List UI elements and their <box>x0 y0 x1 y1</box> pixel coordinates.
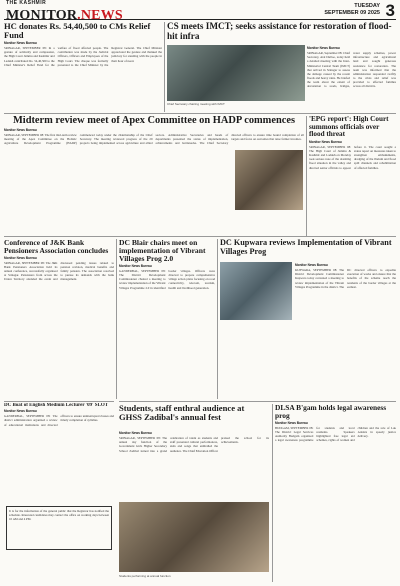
article-body: GANDERBAL, SEPTEMBER 08: The district administration organized a review of educational institutions and directed officers to ensure uninterrupted classes and timely completion of syllabus. <box>4 414 114 427</box>
page-number: 3 <box>385 1 395 20</box>
logo-main: MONITOR <box>6 8 78 23</box>
article-dlsa <box>275 404 396 582</box>
article-epg-report <box>309 116 396 234</box>
headline: DC Blair chairs meet on implementation of Vibrant Villages Prog 2.0 <box>119 239 206 263</box>
photo-caption: Students performing at annual function <box>119 574 171 578</box>
article-students <box>119 430 269 500</box>
column-divider <box>164 22 165 112</box>
article-cs-meets <box>307 45 396 111</box>
byline: Monitor News Bureau <box>4 127 37 132</box>
byline: Monitor News Bureau <box>307 46 340 50</box>
column-divider <box>272 404 273 582</box>
public-notice <box>6 506 112 550</box>
headline: Midterm review meet of Apex Committee on HADP commences <box>13 116 295 126</box>
byline: Monitor News Bureau <box>119 431 152 435</box>
article-cs-meets-headline <box>167 22 396 44</box>
issue-day: TUESDAY <box>354 3 380 9</box>
article-body: SRINAGAR, SEPTEMBER 08: The High Court of Jammu & Kashmir and Ladakh on Monday took serious note of the alarming flood situation in the valley and directed senior officials to appear before it. The court sought a status report on measures taken to strengthen embankments, dredging of the Jhelum and flood spill channels and rehabilitation of affected families. <box>309 144 396 170</box>
article-body: SRINAGAR, SEPTEMBER 08: The annual day function of the Government Girls Higher Secondary School Zadibal turned into a grand celebration of talent as students and staff presented cultural performances, skits and songs that enthralled the audience. The Chief Education Officer praised the school for its achievements. <box>119 436 269 453</box>
article-body: SRINAGAR, SEPTEMBER 08: The first mid-term review meeting of the Apex Committee on the Holistic Agriculture Development Programme (HADP) commenced today under the chairmanship of the Chief Secretary. The meeting reviewed progress of the 29 projects being implemented across agriculture and allied sectors. Administrative Secretaries and heads of departments presented the status of implementation, achievements and bottlenecks. The Chief Secretary directed officers to ensure time bound completion of all targets and focus on outcomes that raise farmer incomes. <box>4 132 304 146</box>
article-body: BUDGAM, SEPTEMBER 08: The District Legal Services Authority Budgam organized a legal awareness programme for students and local residents. Speakers highlighted free legal aid schemes, rights of women and children and the role of Lok Adalats in speedy justice delivery. <box>275 425 396 443</box>
section-divider <box>4 401 114 402</box>
headline: CS meets IMCT; seeks assistance for restoration of flood-hit infra <box>167 21 392 41</box>
headline: DLSA B'gam holds legal awareness prog <box>275 404 387 420</box>
headline: Students, staff enthral audience at GHSS Zadibal's annual fest <box>119 403 245 423</box>
article-dc-kupwara <box>295 262 396 398</box>
byline: Monitor News Bureau <box>295 263 328 267</box>
headline: Conference of J&K Bank Pensioners Association concludes <box>4 239 109 255</box>
issue-date <box>324 3 380 17</box>
masthead-rule <box>4 19 396 20</box>
column-divider <box>306 116 307 236</box>
kupwara-meeting-photo <box>220 262 292 320</box>
article-body: SRINAGAR, SEPTEMBER 08: The J&K Bank Pensioners Association held its annual conference, successfully organised at Srinagar. Pensioners from across the Union Territory attended the event and discussed pending issues related to pension revision, medical benefits and family pension. The association resolved to pursue its demands with the bank management. <box>4 260 114 282</box>
hadp-meeting-photo <box>235 150 303 210</box>
section-divider <box>4 113 396 114</box>
article-hc-donates <box>4 22 162 110</box>
article-dc-blair <box>119 239 215 399</box>
issue-date-text: SEPTEMBER 09 2025 <box>324 9 380 16</box>
article-dc-boat <box>4 403 114 503</box>
notice-text: It is for the information of the general public that the Registrar has notified the schedule. Interested candidates may contact the office on working days between 10 AM and 4 PM. <box>9 509 109 522</box>
masthead <box>0 0 400 23</box>
article-students-headline <box>119 404 269 428</box>
byline: Monitor News Bureau <box>275 420 308 425</box>
article-dc-kupwara-headline <box>220 239 396 261</box>
byline: Monitor News Bureau <box>4 255 37 260</box>
article-body: KUPWARA, SEPTEMBER 08: The District Development Commissioner Kupwara today convened a meeting to review implementation of the Vibrant Villages Programme in the district. The DC directed officers to expedite execution of works and ensure that the benefits of the scheme reach the residents of the border villages at the earliest. <box>295 268 396 289</box>
headline: 'EPG report': High Court summons officials over flood threat <box>309 116 389 139</box>
byline: Monitor News Bureau <box>4 409 37 414</box>
annual-fest-photo <box>119 502 269 572</box>
column-divider <box>116 239 117 399</box>
photo-caption: Chief Secretary chairing meeting with IMCT <box>167 102 225 106</box>
section-divider <box>4 236 396 237</box>
byline: Monitor News Bureau <box>119 263 152 268</box>
logo-suffix: .NEWS <box>77 8 123 23</box>
byline: Monitor News Bureau <box>309 139 342 144</box>
article-body: SRINAGAR, SEPTEMBER 08: In a gesture of solidarity and compassion, the High Court Jammu and Kashmir and Ladakh contributed Rs. 54,40,500 to the Chief Minister's Relief Fund for the welfare of flood affected people. The contribution was made by the Judicial Officers, Officers and Employees of the High Court. The cheque was formally presented to the Chief Minister by the Registrar General. The Chief Minister appreciated the gesture and thanked the judiciary for standing with the people in their hour of need. <box>4 46 162 67</box>
article-body: GANDERBAL, SEPTEMBER 08: The District Development Commissioner chaired a meeting to review implementation of the Vibrant Villages Programme 2.0 in identified border villages. Officers were directed to prepare comprehensive village action plans focusing on road connectivity, telecom, tourism, health and livelihood generation. <box>119 268 215 290</box>
column-divider <box>217 239 218 399</box>
logo-prefix: THE KASHMIR <box>6 0 47 6</box>
article-body: SRINAGAR, September 08: Chief Secretary, Atal Dulloo, today held a detailed meeting with the Inter-Ministerial Central Team (IMCT) that arrived in Srinagar to assess the damage caused by the recent floods and heavy rains. He briefed the team about the extent of devastation to roads, bridges, water supply schemes, power infrastructure and agricultural land and sought generous assistance for restoration. The team was informed that the administration responded swiftly to the crisis and relief was provided to affected families across all districts. <box>307 51 396 89</box>
headline: HC donates Rs. 54,40,500 to CMs Relief Fund <box>4 22 151 41</box>
byline: Monitor News Bureau <box>4 41 37 46</box>
meeting-photo <box>167 45 305 101</box>
headline: DC Boat of English Medium Lecturer '09' SLOT <box>4 403 109 408</box>
article-conference <box>4 239 114 399</box>
section-divider <box>119 401 396 402</box>
headline: DC Kupwara reviews Implementation of Vibrant Villages Prog <box>220 238 392 256</box>
